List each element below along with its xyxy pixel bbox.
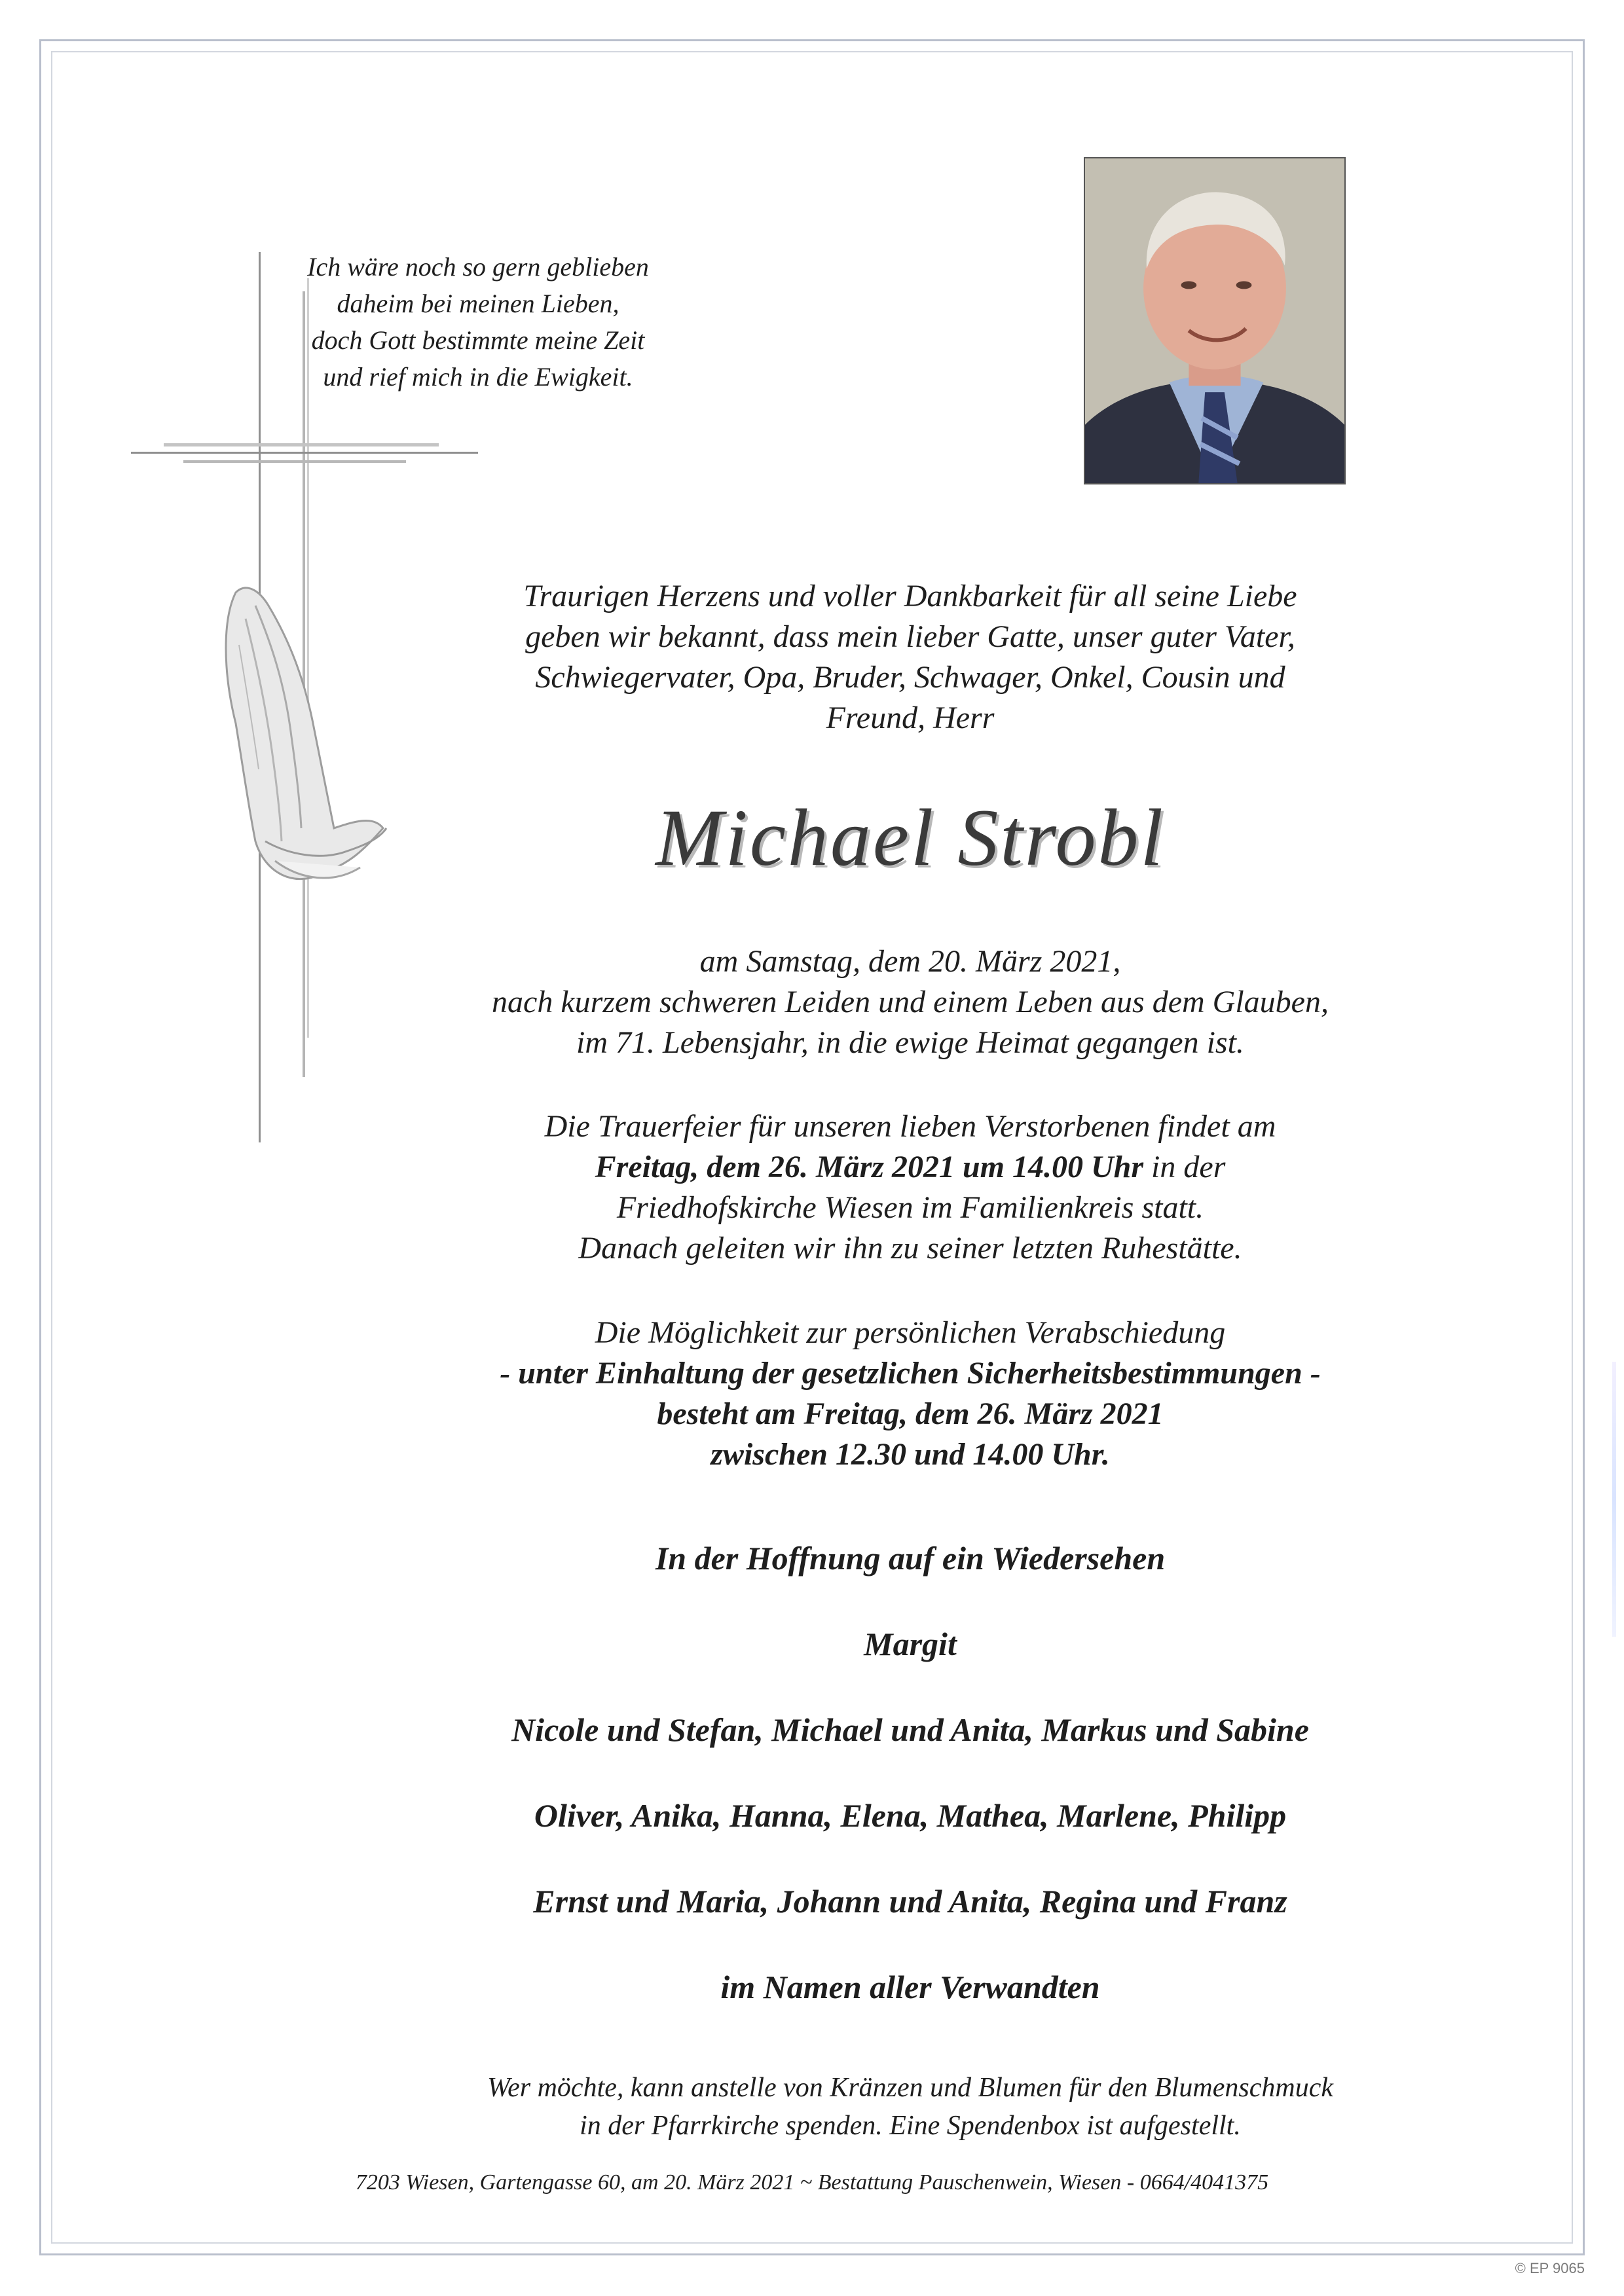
poem-line: daheim bei meinen Lieben, bbox=[337, 289, 619, 318]
poem-line: Ich wäre noch so gern geblieben bbox=[307, 252, 649, 282]
poem-line: doch Gott bestimmte meine Zeit bbox=[311, 325, 645, 355]
footer-address: 7203 Wiesen, Gartengasse 60, am 20. März 2021 ~ Bestattung Pauschenwein, Wiesen - 0664/4041375 bbox=[355, 2170, 1269, 2195]
funeral-date-line bbox=[419, 1147, 1401, 1188]
farewell-line: - unter Einhaltung der gesetzlichen Sicherheitsbestimmungen - bbox=[500, 1356, 1321, 1391]
farewell-details bbox=[419, 1313, 1401, 1475]
donation-line: Wer möchte, kann anstelle von Kränzen und Blumen für den Blumenschmuck bbox=[487, 2073, 1333, 2103]
poem-line: und rief mich in die Ewigkeit. bbox=[323, 362, 633, 392]
funeral-date-rest: in der bbox=[1143, 1150, 1226, 1184]
funeral-line: Danach geleiten wir ihn zu seiner letzten Ruhestätte. bbox=[578, 1231, 1242, 1266]
scan-edge-mark bbox=[1612, 1362, 1616, 1637]
intro-line: Freund, Herr bbox=[826, 701, 995, 735]
funeral-line: Friedhofskirche Wiesen im Familienkreis statt. bbox=[616, 1190, 1204, 1225]
donation-line: in der Pfarrkirche spenden. Eine Spendenbox ist aufgestellt. bbox=[580, 2111, 1241, 2141]
mourners-line: im Namen aller Verwandten bbox=[720, 1969, 1100, 2005]
mourners-line: In der Hoffnung auf ein Wiedersehen bbox=[655, 1540, 1166, 1576]
praying-hands-icon bbox=[226, 588, 386, 879]
intro-line: Traurigen Herzens und voller Dankbarkeit für all seine Liebe bbox=[523, 579, 1297, 613]
funeral-line: Die Trauerfeier für unseren lieben Verstorbenen findet am bbox=[544, 1109, 1276, 1144]
deceased-name: Michael Strobl bbox=[655, 793, 1165, 883]
announcement-intro bbox=[419, 576, 1401, 738]
farewell-line: zwischen 12.30 und 14.00 Uhr. bbox=[710, 1437, 1110, 1472]
funeral-details bbox=[419, 1106, 1401, 1269]
death-details bbox=[419, 941, 1401, 1063]
funeral-date: Freitag, dem 26. März 2021 um 14.00 Uhr bbox=[595, 1150, 1144, 1184]
portrait-photo bbox=[1084, 157, 1346, 484]
death-line: am Samstag, dem 20. März 2021, bbox=[699, 944, 1121, 979]
mourners-line: Ernst und Maria, Johann und Anita, Regina und Franz bbox=[533, 1883, 1287, 1920]
mourners-line: Oliver, Anika, Hanna, Elena, Mathea, Marlene, Philipp bbox=[534, 1797, 1287, 1834]
mourners-list bbox=[354, 1539, 1467, 2053]
donation-note bbox=[354, 2069, 1467, 2145]
intro-line: Schwiegervater, Opa, Bruder, Schwager, Onkel, Cousin und bbox=[535, 660, 1285, 695]
farewell-line: besteht am Freitag, dem 26. März 2021 bbox=[657, 1396, 1164, 1431]
death-line: nach kurzem schweren Leiden und einem Leben aus dem Glauben, bbox=[492, 985, 1329, 1019]
mourners-line: Margit bbox=[864, 1626, 957, 1662]
intro-line: geben wir bekannt, dass mein lieber Gatte, unser guter Vater, bbox=[525, 619, 1295, 654]
document-code: © EP 9065 bbox=[1515, 2260, 1585, 2276]
mourners-line: Nicole und Stefan, Michael und Anita, Markus und Sabine bbox=[511, 1711, 1309, 1748]
farewell-line: Die Möglichkeit zur persönlichen Verabschiedung bbox=[595, 1315, 1226, 1350]
poem bbox=[216, 249, 740, 395]
death-line: im 71. Lebensjahr, in die ewige Heimat gegangen ist. bbox=[576, 1025, 1244, 1060]
